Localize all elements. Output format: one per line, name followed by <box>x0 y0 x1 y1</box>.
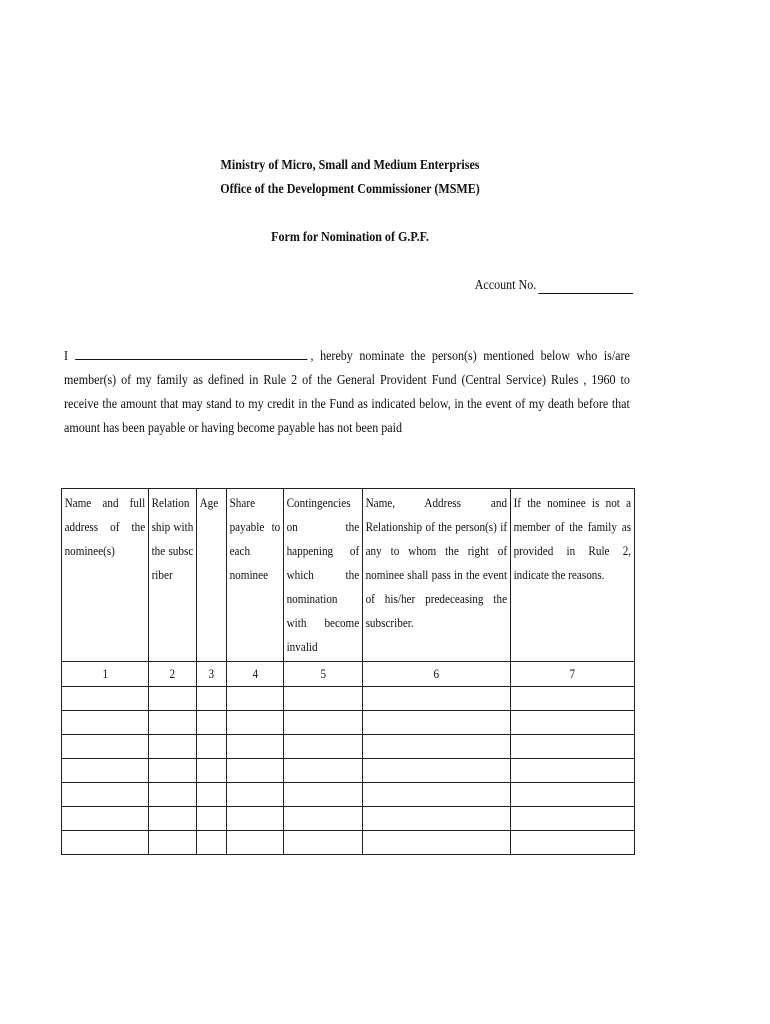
column-number: 2 <box>149 662 197 687</box>
account-number-field[interactable] <box>538 279 633 294</box>
ministry-heading: Ministry of Micro, Small and Medium Enterprises <box>220 158 480 173</box>
table-cell[interactable] <box>363 735 511 759</box>
table-cell[interactable] <box>284 687 363 711</box>
table-cell[interactable] <box>511 759 635 783</box>
table-cell[interactable] <box>284 759 363 783</box>
declaration-body: , hereby nominate the person(s) mentioned below who is/are member(s) of my family as defined in Rule 2 of the General Provident Fund (Central Service) Rules , 1960 to receive the amount that may stand to my credit in the Fund as indicated below, in the event of my death before that amount has been payable or having become payable has not been paid <box>64 349 630 436</box>
table-cell[interactable] <box>227 687 284 711</box>
declaration-prefix: I <box>64 349 69 364</box>
table-cell[interactable] <box>62 759 149 783</box>
table-row[interactable] <box>62 783 635 807</box>
column-number: 1 <box>62 662 149 687</box>
table-cell[interactable] <box>62 711 149 735</box>
table-cell[interactable] <box>197 711 227 735</box>
table-cell[interactable] <box>197 759 227 783</box>
table-cell[interactable] <box>149 831 197 855</box>
column-number: 5 <box>284 662 363 687</box>
account-number <box>475 278 633 294</box>
column-number: 3 <box>197 662 227 687</box>
table-cell[interactable] <box>62 783 149 807</box>
table-cell[interactable] <box>284 831 363 855</box>
table-cell[interactable] <box>149 687 197 711</box>
subscriber-name-field[interactable] <box>75 344 307 360</box>
header-cell: If the nominee is not a member of the family as provided in Rule 2, indicate the reasons. <box>511 489 635 662</box>
table-cell[interactable] <box>363 687 511 711</box>
office-heading: Office of the Development Commissioner (MSME) <box>220 182 480 197</box>
table-cell[interactable] <box>197 735 227 759</box>
table-row[interactable] <box>62 711 635 735</box>
table-cell[interactable] <box>197 807 227 831</box>
table-cell[interactable] <box>149 759 197 783</box>
header-cell: Name and full address of the nominee(s) <box>62 489 149 662</box>
table-cell[interactable] <box>363 759 511 783</box>
table-cell[interactable] <box>62 735 149 759</box>
table-cell[interactable] <box>227 759 284 783</box>
table-cell[interactable] <box>511 783 635 807</box>
nomination-table <box>61 488 635 855</box>
table-cell[interactable] <box>511 807 635 831</box>
table-cell[interactable] <box>227 783 284 807</box>
table-cell[interactable] <box>227 807 284 831</box>
header-cell: Relationship with the subscriber <box>149 489 197 662</box>
account-label: Account No. <box>475 278 537 293</box>
table-cell[interactable] <box>197 831 227 855</box>
column-number-row <box>62 662 635 687</box>
table-cell[interactable] <box>511 711 635 735</box>
header-cell: Age <box>197 489 227 662</box>
table-cell[interactable] <box>363 711 511 735</box>
table-header-row <box>62 489 635 662</box>
table-cell[interactable] <box>149 711 197 735</box>
table-cell[interactable] <box>363 831 511 855</box>
table-cell[interactable] <box>284 711 363 735</box>
table-row[interactable] <box>62 759 635 783</box>
table-cell[interactable] <box>511 831 635 855</box>
header-cell: Share payable to each nominee <box>227 489 284 662</box>
table-cell[interactable] <box>149 735 197 759</box>
form-title: Form for Nomination of G.P.F. <box>271 230 429 245</box>
table-cell[interactable] <box>284 735 363 759</box>
table-cell[interactable] <box>197 783 227 807</box>
table-cell[interactable] <box>227 711 284 735</box>
table-cell[interactable] <box>197 687 227 711</box>
table-cell[interactable] <box>227 831 284 855</box>
table-cell[interactable] <box>227 735 284 759</box>
table-cell[interactable] <box>363 807 511 831</box>
declaration-paragraph <box>64 344 630 441</box>
column-number: 4 <box>227 662 284 687</box>
table-cell[interactable] <box>149 807 197 831</box>
column-number: 7 <box>511 662 635 687</box>
table-cell[interactable] <box>511 735 635 759</box>
table-cell[interactable] <box>284 783 363 807</box>
table-row[interactable] <box>62 807 635 831</box>
table-cell[interactable] <box>363 783 511 807</box>
table-cell[interactable] <box>284 807 363 831</box>
header-cell: Name, Address and Relationship of the person(s) if any to whom the right of nominee shall pass in the event of his/her predeceasing the subscriber. <box>363 489 511 662</box>
column-number: 6 <box>363 662 511 687</box>
table-row[interactable] <box>62 687 635 711</box>
table-cell[interactable] <box>149 783 197 807</box>
table-cell[interactable] <box>511 687 635 711</box>
table-cell[interactable] <box>62 831 149 855</box>
table-cell[interactable] <box>62 807 149 831</box>
header-cell: Contingencies on the happening of which the nomination with become invalid <box>284 489 363 662</box>
table-row[interactable] <box>62 735 635 759</box>
table-cell[interactable] <box>62 687 149 711</box>
table-row[interactable] <box>62 831 635 855</box>
